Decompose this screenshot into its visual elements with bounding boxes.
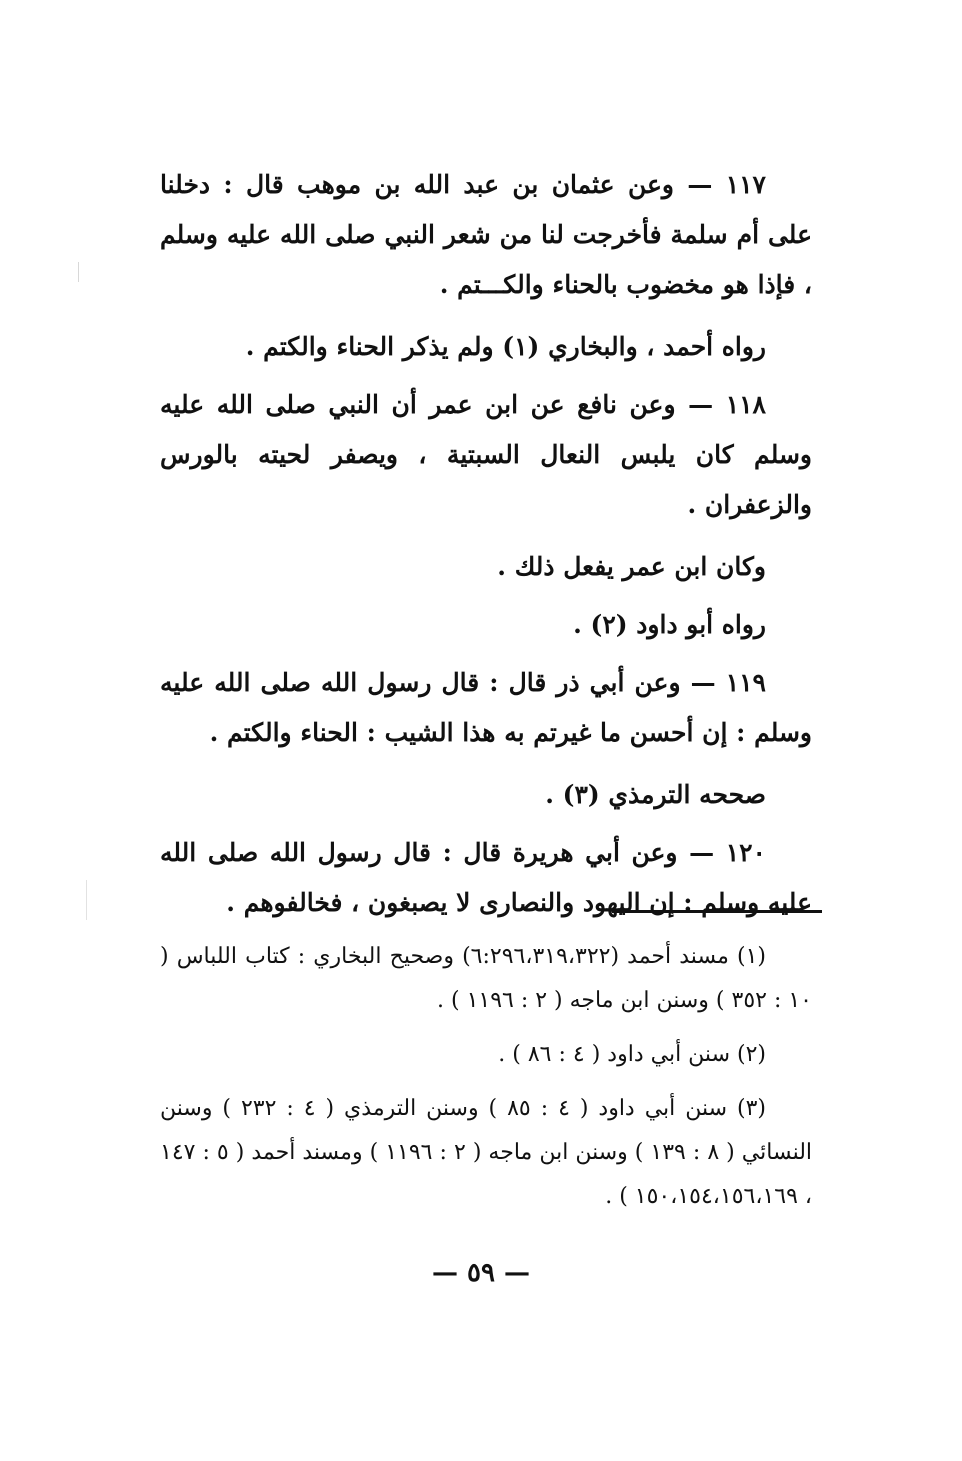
hadith-number: ١١٩: [725, 668, 766, 697]
hadith-117: [160, 160, 812, 310]
hadith-118-source: رواه أبو داود (٢) .: [573, 610, 766, 639]
footnote-separator: [612, 910, 822, 913]
hadith-118-extra: وكان ابن عمر يفعل ذلك .: [497, 552, 766, 581]
footnote-1: (١) مسند أحمد (٦:٢٩٦،٣١٩،٣٢٢) وصحيح البخاري : كتاب اللباس ( ١٠ : ٣٥٢ ) وسنن ابن ماجه ( ٢ : ١١٩٦ ) .: [160, 944, 812, 1013]
hadith-number: ١١٧: [725, 170, 766, 199]
footnote-2: (٢) سنن أبي داود ( ٤ : ٨٦ ) .: [498, 1042, 766, 1067]
main-text: [160, 160, 812, 940]
hadith-number: ١٢٠: [725, 838, 766, 867]
hadith-120: [160, 828, 812, 928]
hadith-118: [160, 380, 812, 530]
scan-artifact: [86, 880, 87, 920]
footnotes: [160, 935, 812, 1229]
hadith-text: — وعن أبي ذر قال : قال رسول الله صلى الله عليه وسلم : إن أحسن ما غيرتم به هذا الشيب : الحناء والكتم .: [160, 668, 812, 747]
hadith-text: — وعن أبي هريرة قال : قال رسول الله صلى الله عليه وسلم : إن اليهود والنصارى لا يصبغون ، فخالفوهم .: [160, 838, 812, 917]
hadith-119-source: صححه الترمذي (٣) .: [545, 780, 766, 809]
scan-artifact: [78, 262, 79, 282]
footnote-3: (٣) سنن أبي داود ( ٤ : ٨٥ ) وسنن الترمذي ( ٤ : ٢٣٢ ) وسنن النسائي ( ٨ : ١٣٩ ) وسنن ابن ماجه ( ٢ : ١١٩٦ ) ومسند أحمد ( ٥ : ١٤٧ ، ١٥٠،١٥٤،١٥٦،١٦٩ ) .: [160, 1096, 813, 1209]
hadith-117-source: رواه أحمد ، والبخاري (١) ولم يذكر الحناء والكتم .: [245, 332, 766, 361]
hadith-text: — وعن نافع عن ابن عمر أن النبي صلى الله عليه وسلم كان يلبس النعال السبتية ، ويصفر لحيته بالورس والزعفران .: [160, 390, 812, 519]
page-number: — ٥٩ —: [431, 1258, 531, 1288]
hadith-text: — وعن عثمان بن عبد الله بن موهب قال : دخلنا على أم سلمة فأخرجت لنا من شعر النبي صلى الله عليه وسلم ، فإذا هو مخضوب بالحناء والكـــتم .: [160, 170, 812, 299]
hadith-number: ١١٨: [725, 390, 766, 419]
hadith-119: [160, 658, 812, 758]
